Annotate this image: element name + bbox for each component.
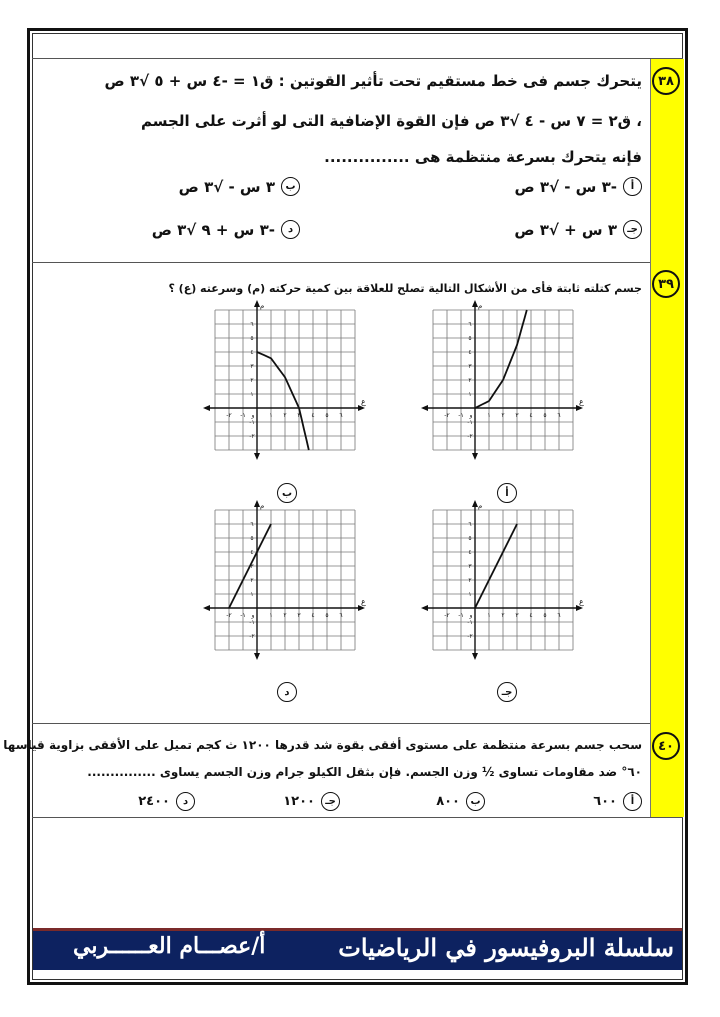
- y-axis-arrow: [254, 453, 260, 460]
- x-tick-label: ٢: [501, 412, 505, 419]
- q38-line-2: ، ق٢ = ٧ س - ٤ √٣ ص فإن القوة الإضافية التى لو أثرت على الجسم: [141, 112, 642, 130]
- x-tick-label: ٤: [529, 412, 533, 419]
- y-tick-label: ٤: [468, 349, 472, 356]
- graph-option-d[interactable]: [200, 500, 380, 670]
- y-tick-label: ٣: [468, 363, 472, 370]
- x-tick-label: ٦: [339, 612, 343, 619]
- x-tick-label: و: [251, 412, 255, 419]
- data-series-curve: [257, 352, 309, 450]
- x-tick-label: ٣: [297, 612, 301, 619]
- y-axis-arrow: [254, 653, 260, 660]
- y-tick-label: ٦: [468, 321, 472, 328]
- x-tick-label: -١: [458, 612, 464, 619]
- q38-option-a[interactable]: [514, 177, 642, 196]
- x-tick-label: ١: [269, 612, 273, 619]
- graph-label-c: جـ: [497, 682, 517, 702]
- x-tick-label: ٤: [311, 412, 315, 419]
- x-tick-label: ١: [269, 412, 273, 419]
- y-tick-label: ٣: [250, 563, 254, 570]
- x-tick-label: ٤: [311, 612, 315, 619]
- y-tick-label: ٥: [468, 535, 472, 542]
- question-number-column: [650, 59, 684, 817]
- x-tick-label: ٣: [297, 412, 301, 419]
- y-tick-label: -١: [467, 419, 473, 426]
- option-letter-badge: جـ: [321, 792, 340, 811]
- x-tick-label: ٥: [543, 612, 547, 619]
- y-tick-label: ١: [250, 591, 254, 598]
- y-tick-label: -٢: [249, 633, 255, 640]
- option-letter-badge: د: [281, 220, 300, 239]
- x-tick-label: ٥: [543, 412, 547, 419]
- y-tick-label: ٤: [250, 549, 254, 556]
- x-axis-arrow: [203, 605, 210, 611]
- x-tick-label: ٤: [529, 612, 533, 619]
- y-tick-label: ٦: [250, 521, 254, 528]
- y-tick-label: -١: [467, 619, 473, 626]
- y-tick-label: ٢: [468, 577, 472, 584]
- x-tick-label: -٢: [444, 612, 450, 619]
- y-tick-label: ٣: [468, 563, 472, 570]
- x-tick-label: -١: [240, 612, 246, 619]
- x-tick-label: ٥: [325, 412, 329, 419]
- q38-line-1: يتحرك جسم فى خط مستقيم تحت تأثير القوتين : ق١ = -٤ س + ٥ √٣ ص: [104, 72, 642, 90]
- option-text: ٢٤٠٠: [138, 794, 170, 809]
- q39-question-text: جسم كتلته ثابتة فأى من الأشكال التالية تصلح للعلاقة بين كمية حركته (م) وسرعته (ع) ؟: [168, 282, 642, 295]
- x-axis-label: ع: [579, 597, 584, 606]
- footer-banner: [33, 928, 682, 970]
- x-axis-arrow: [421, 605, 428, 611]
- x-tick-label: ٥: [325, 612, 329, 619]
- y-tick-label: ٣: [250, 363, 254, 370]
- question-number-badge: ٣٨: [652, 67, 680, 95]
- header-divider: [32, 58, 683, 59]
- graph-option-b[interactable]: [200, 300, 380, 470]
- y-tick-label: ١: [250, 391, 254, 398]
- x-tick-label: ٢: [501, 612, 505, 619]
- x-axis-label: ع: [361, 397, 366, 406]
- divider-q39-q40: [32, 723, 683, 724]
- q40-line-1: سحب جسم بسرعة منتظمة على مستوى أفقى بقوة شد قدرها ١٢٠٠ ث كجم تميل على الأفقى بزاوية قياسها: [3, 738, 642, 752]
- option-text: ٣ س + √٣ ص: [514, 220, 617, 239]
- y-tick-label: -١: [249, 619, 255, 626]
- y-tick-label: -٢: [467, 433, 473, 440]
- graph-option-c[interactable]: [418, 500, 598, 670]
- x-tick-label: -١: [240, 412, 246, 419]
- y-axis-arrow: [472, 453, 478, 460]
- x-axis-arrow: [421, 405, 428, 411]
- question-number-badge: ٣٩: [652, 270, 680, 298]
- x-tick-label: ٣: [515, 412, 519, 419]
- x-tick-label: ٦: [557, 612, 561, 619]
- option-letter-badge: ب: [281, 177, 300, 196]
- y-tick-label: ٥: [250, 535, 254, 542]
- x-tick-label: ٢: [283, 412, 287, 419]
- q38-option-b[interactable]: [179, 177, 300, 196]
- author-name: أ/عصـــام العــــــربي: [73, 933, 266, 959]
- q38-option-c[interactable]: [514, 220, 642, 239]
- x-axis-label: ع: [361, 597, 366, 606]
- option-text: ٣ س - √٣ ص: [178, 177, 275, 196]
- y-tick-label: ٦: [468, 521, 472, 528]
- option-letter-badge: أ: [623, 792, 642, 811]
- x-tick-label: و: [469, 612, 473, 619]
- divider-q38-q39: [32, 262, 683, 263]
- q40-option-b[interactable]: [436, 792, 485, 811]
- option-letter-badge: ب: [466, 792, 485, 811]
- y-tick-label: ١: [468, 591, 472, 598]
- y-tick-label: -٢: [249, 433, 255, 440]
- y-tick-label: ٤: [468, 549, 472, 556]
- q38-option-d[interactable]: [152, 220, 300, 239]
- x-tick-label: و: [469, 412, 473, 419]
- option-letter-badge: جـ: [623, 220, 642, 239]
- x-tick-label: ٦: [339, 412, 343, 419]
- option-text: ٨٠٠: [436, 794, 460, 809]
- x-tick-label: -٢: [226, 412, 232, 419]
- graph-label-b: ب: [277, 483, 297, 503]
- question-number-badge: ٤٠: [652, 732, 680, 760]
- option-letter-badge: أ: [623, 177, 642, 196]
- graph-label-d: د: [277, 682, 297, 702]
- q40-line-2: ٦٠° ضد مقاومات تساوى ½ وزن الجسم. فإن بثقل الكيلو جرام وزن الجسم يساوى ...............: [87, 765, 642, 779]
- y-tick-label: ٥: [250, 335, 254, 342]
- series-title: سلسلة البروفيسور في الرياضيات: [338, 933, 674, 962]
- y-tick-label: ٢: [468, 377, 472, 384]
- y-tick-label: ٥: [468, 335, 472, 342]
- q40-option-c[interactable]: [283, 792, 340, 811]
- x-axis-label: ع: [579, 397, 584, 406]
- y-axis-label: م: [260, 302, 265, 310]
- y-tick-label: ٢: [250, 577, 254, 584]
- x-tick-label: ٢: [283, 612, 287, 619]
- y-axis-label: م: [478, 302, 483, 310]
- q40-option-a[interactable]: [593, 792, 642, 811]
- option-text: ٦٠٠: [593, 794, 617, 809]
- graph-label-a: أ: [497, 483, 517, 503]
- option-letter-badge: د: [176, 792, 195, 811]
- y-tick-label: -٢: [467, 633, 473, 640]
- y-axis-arrow: [472, 653, 478, 660]
- y-tick-label: ٢: [250, 377, 254, 384]
- x-tick-label: -٢: [226, 612, 232, 619]
- x-tick-label: -٢: [444, 412, 450, 419]
- x-tick-label: ٣: [515, 612, 519, 619]
- x-tick-label: ٦: [557, 412, 561, 419]
- y-axis-label: م: [260, 502, 265, 510]
- y-tick-label: -١: [249, 419, 255, 426]
- q40-option-d[interactable]: [138, 792, 195, 811]
- y-tick-label: ٦: [250, 321, 254, 328]
- y-tick-label: ٤: [250, 349, 254, 356]
- y-axis-label: م: [478, 502, 483, 510]
- x-axis-arrow: [203, 405, 210, 411]
- option-text: ١٢٠٠: [283, 794, 315, 809]
- divider-q40-end: [32, 817, 683, 818]
- x-tick-label: ١: [487, 612, 491, 619]
- option-text: -٣ س + ٩ √٣ ص: [151, 220, 275, 239]
- x-tick-label: -١: [458, 412, 464, 419]
- x-tick-label: و: [251, 612, 255, 619]
- graph-option-a[interactable]: [418, 300, 598, 470]
- x-tick-label: ١: [487, 412, 491, 419]
- q38-line-3: فإنه يتحرك بسرعة منتظمة هى ...............: [324, 148, 642, 166]
- y-tick-label: ١: [468, 391, 472, 398]
- option-text: -٣ س - √٣ ص: [514, 177, 617, 196]
- data-series-curve: [475, 310, 527, 408]
